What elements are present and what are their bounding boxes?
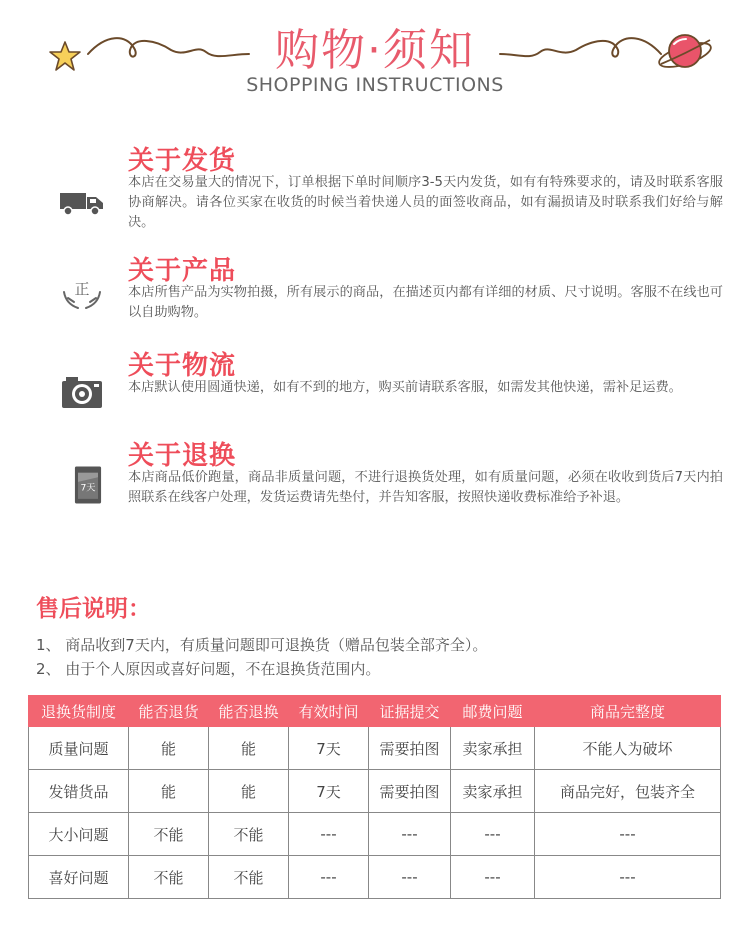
table-header-cell: 退换货制度 (29, 696, 129, 727)
camera-icon (58, 373, 106, 413)
section-body: 本店商品低价跑量，商品非质量问题，不进行退换货处理，如有质量问题，必须在收收到货后7天内拍照联系在线客户处理，发货运费请先垫付，并告知客服，按照快递收费标准给予补退。 (128, 470, 723, 505)
table-cell: 能 (129, 727, 209, 770)
section-body: 本店默认使用圆通快递，如有不到的地方，购买前请联系客服，如需发其他快递，需补足运费。 (128, 380, 682, 395)
table-cell: --- (289, 813, 369, 856)
table-cell: 喜好问题 (29, 856, 129, 899)
table-cell: 卖家承担 (451, 770, 535, 813)
section-title: 关于退换 (128, 441, 237, 471)
after-sales-title: 售后说明： (36, 596, 151, 622)
page-title: 购物·须知 (275, 25, 475, 76)
table-cell: 商品完好，包装齐全 (535, 770, 721, 813)
return-policy-table (28, 695, 721, 899)
table-cell: 质量问题 (29, 727, 129, 770)
table-header-cell: 证据提交 (369, 696, 451, 727)
table-cell: --- (535, 856, 721, 899)
after-sales-item: 1、 商品收到7天内，有质量问题即可退换货（赠品包装全部齐全）。 (36, 636, 488, 654)
table-cell: --- (369, 813, 451, 856)
table-cell: 不能 (129, 813, 209, 856)
section-title: 关于产品 (128, 256, 237, 286)
table-cell: 卖家承担 (451, 727, 535, 770)
table-cell: 发错货品 (29, 770, 129, 813)
table-cell: 能 (209, 727, 289, 770)
truck-icon (58, 184, 106, 224)
table-header-cell: 能否退换 (209, 696, 289, 727)
genuine-label: 正 (74, 280, 90, 298)
table-cell: 不能 (209, 813, 289, 856)
section-body: 本店在交易量大的情况下，订单根据下单时间顺序3-5天内发货，如有有特殊要求的，请及时联系客服协商解决。请各位买家在收货的时候当着快递人员的面签收商品，如有漏损请及时联系我们好给与解决。 (128, 175, 723, 230)
section-title: 关于物流 (128, 351, 237, 381)
table-header-cell: 邮费问题 (451, 696, 535, 727)
genuine-hands-icon (58, 274, 106, 314)
section-body: 本店所售产品为实物拍摄，所有展示的商品，在描述页内都有详细的材质、尺寸说明。客服不在线也可以自助购物。 (128, 285, 723, 320)
table-cell: 7天 (289, 727, 369, 770)
table-header-cell: 能否退货 (129, 696, 209, 727)
table-cell: 能 (209, 770, 289, 813)
table-header-row (29, 696, 721, 727)
header (0, 0, 750, 110)
table-cell: 不能 (209, 856, 289, 899)
table-cell: --- (451, 813, 535, 856)
table-row (29, 727, 721, 770)
table-cell: --- (451, 856, 535, 899)
planet-icon (655, 28, 715, 74)
table-row (29, 770, 721, 813)
table-row (29, 856, 721, 899)
table-cell: 需要拍图 (369, 727, 451, 770)
table-cell: 需要拍图 (369, 770, 451, 813)
table-cell: 7天 (289, 770, 369, 813)
table-cell: 能 (129, 770, 209, 813)
section-returns (0, 435, 750, 535)
seven-day-return-icon (64, 465, 112, 505)
table-cell: --- (369, 856, 451, 899)
section-logistics (0, 345, 750, 425)
page-subtitle: SHOPPING INSTRUCTIONS (246, 74, 504, 96)
after-sales-item: 2、 由于个人原因或喜好问题，不在退换货范围内。 (36, 660, 381, 678)
table-cell: 不能 (129, 856, 209, 899)
table-header-cell: 有效时间 (289, 696, 369, 727)
right-swirl-decoration (498, 30, 663, 66)
section-product (0, 250, 750, 330)
section-shipping (0, 140, 750, 230)
seven-day-label: 7天 (80, 482, 96, 494)
table-cell: --- (535, 813, 721, 856)
table-header-cell: 商品完整度 (535, 696, 721, 727)
table-cell: 大小问题 (29, 813, 129, 856)
table-row (29, 813, 721, 856)
table-cell: --- (289, 856, 369, 899)
section-title: 关于发货 (128, 146, 237, 176)
table-cell: 不能人为破坏 (535, 727, 721, 770)
